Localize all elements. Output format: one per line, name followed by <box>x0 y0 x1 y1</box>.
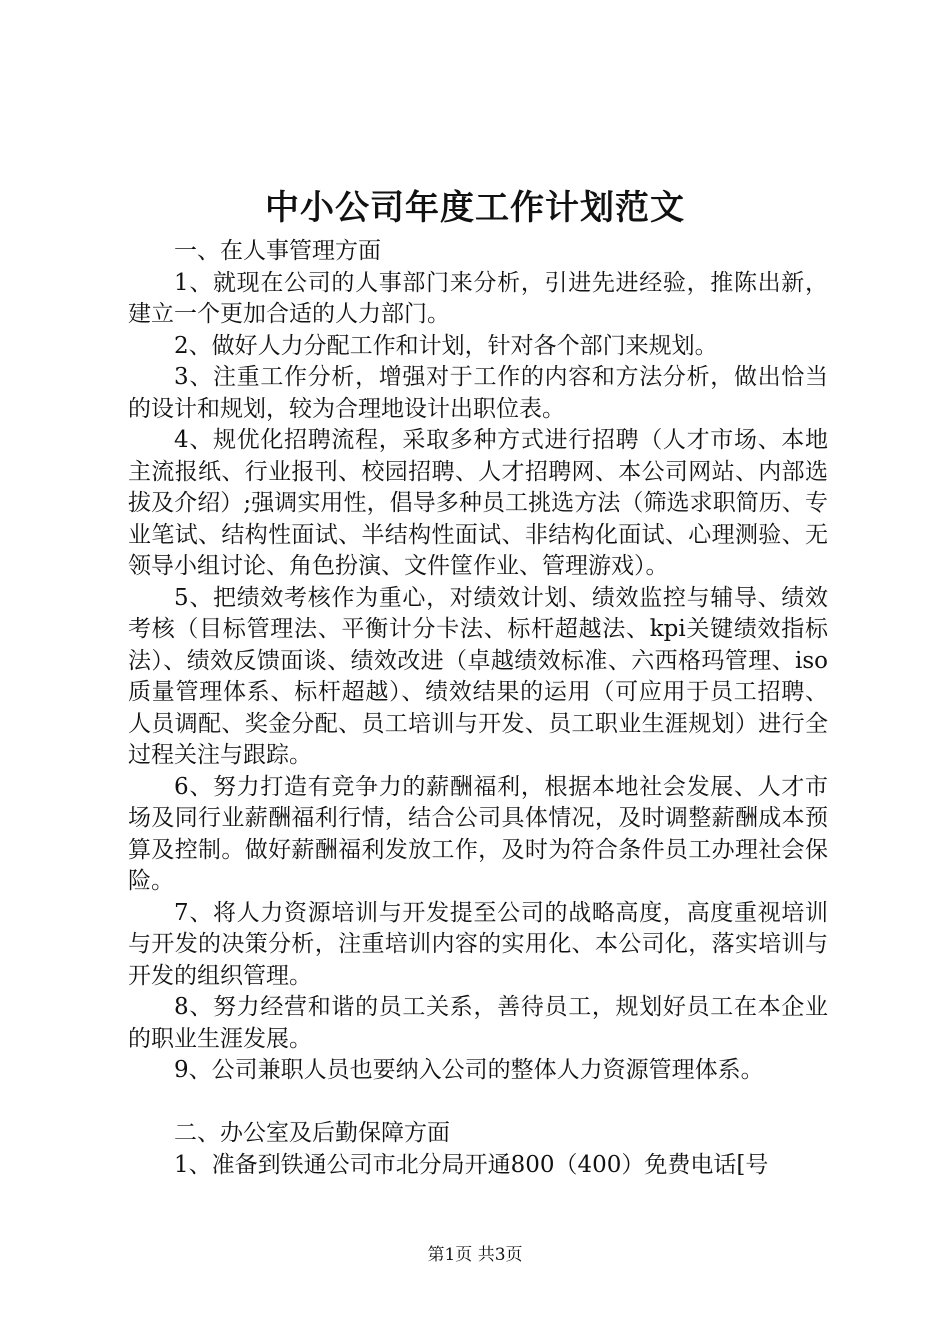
paragraph: 3、注重工作分析，增强对于工作的内容和方法分析，做出恰当的设计和规划，较为合理地设计出职位表。 <box>128 364 828 422</box>
page-footer: 第1页 共3页 <box>427 1245 523 1265</box>
paragraph: 7、将人力资源培训与开发提至公司的战略高度，高度重视培训与开发的决策分析，注重培训内容的实用化、本公司化，落实培训与开发的组织管理。 <box>128 899 828 989</box>
document-title: 中小公司年度工作计划范文 <box>265 188 685 228</box>
section-heading-hr: 一、在人事管理方面 <box>174 238 381 264</box>
section-heading-office: 二、办公室及后勤保障方面 <box>174 1120 450 1146</box>
paragraph: 8、努力经营和谐的员工关系，善待员工，规划好员工在本企业的职业生涯发展。 <box>128 994 828 1052</box>
paragraph: 4、规优化招聘流程，采取多种方式进行招聘（人才市场、本地主流报纸、行业报刊、校园招聘、人才招聘网、本公司网站、内部选拔及介绍）;强调实用性，倡导多种员工挑选方法（筛选求职简历、专业笔试、结构性面试、半结构性面试、非结构化面试、心理测验、无领导小组讨论、角色扮演、文件筐作业、管理游戏）。 <box>128 427 828 579</box>
paragraph: 1、准备到铁通公司市北分局开通800（400）免费电话[号 <box>174 1151 769 1178</box>
document-body <box>128 236 828 1181</box>
paragraph: 2、做好人力分配工作和计划，针对各个部门来规划。 <box>174 332 718 359</box>
paragraph: 9、公司兼职人员也要纳入公司的整体人力资源管理体系。 <box>174 1057 764 1083</box>
blank-line <box>128 1087 828 1119</box>
paragraph: 6、努力打造有竞争力的薪酬福利，根据本地社会发展、人才市场及同行业薪酬福利行情，结合公司具体情况，及时调整薪酬成本预算及控制。做好薪酬福利发放工作，及时为符合条件员工办理社会保险。 <box>128 773 828 894</box>
paragraph: 1、就现在公司的人事部门来分析，引进先进经验，推陈出新，建立一个更加合适的人力部门。 <box>128 269 828 327</box>
paragraph: 5、把绩效考核作为重心，对绩效计划、绩效监控与辅导、绩效考核（目标管理法、平衡计分卡法、标杆超越法、kpi关键绩效指标法）、绩效反馈面谈、绩效改进（卓越绩效标准、六西格玛管理、iso质量管理体系、标杆超越）、绩效结果的运用（可应用于员工招聘、人员调配、奖金分配、员工培训与开发、员工职业生涯规划）进行全过程关注与跟踪。 <box>128 584 828 768</box>
